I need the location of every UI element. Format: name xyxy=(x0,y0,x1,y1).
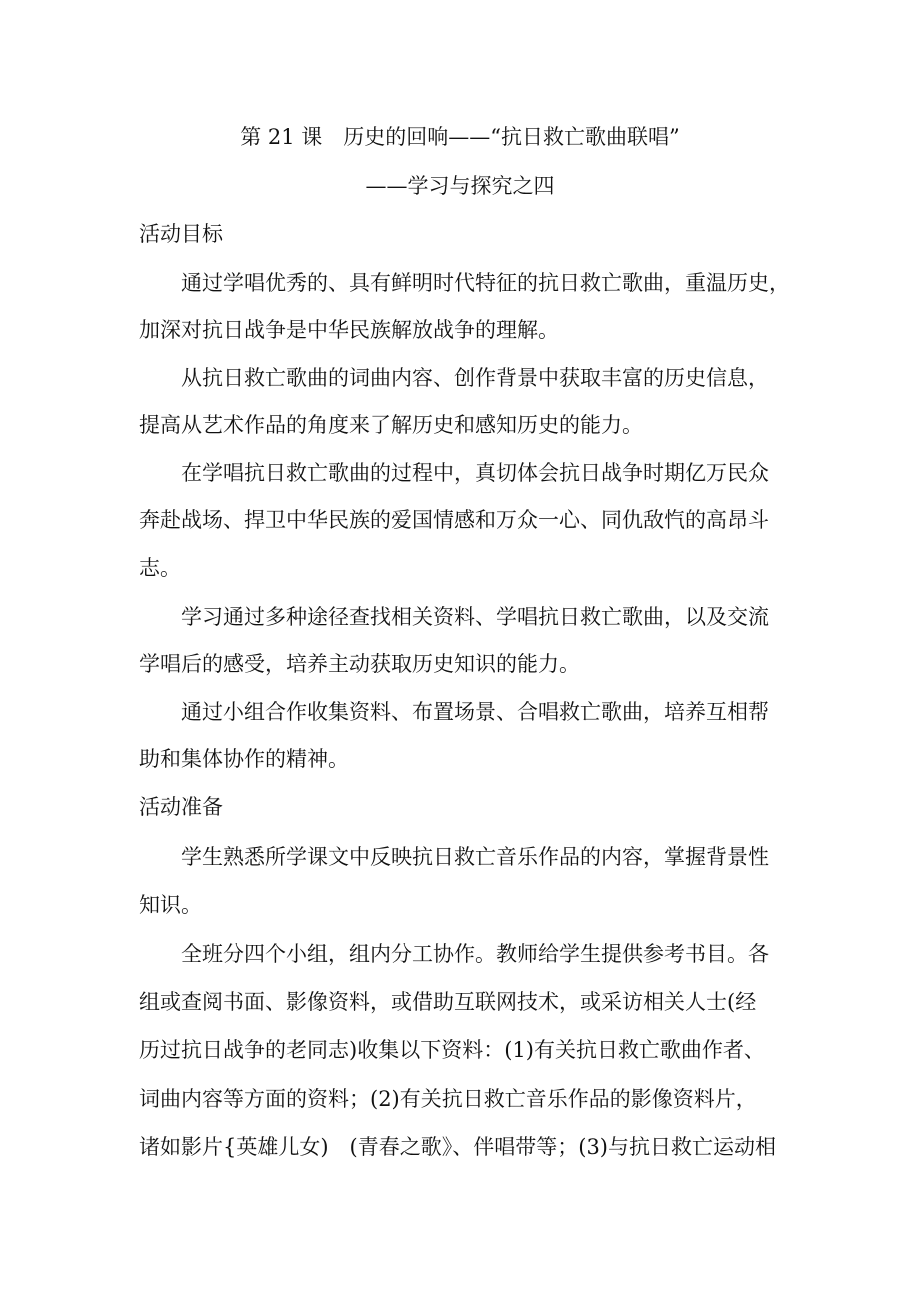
paragraph-line: 助和集体协作的精神。 xyxy=(139,747,349,771)
paragraph-line: 历过抗日战争的老同志)收集以下资料：(1)有关抗日救亡歌曲作者、 xyxy=(139,1038,765,1062)
page-subtitle: ——学习与探究之四 xyxy=(365,174,555,198)
paragraph-line: 奔赴战场、捍卫中华民族的爱国情感和万众一心、同仇敌忾的高昂斗 xyxy=(139,508,769,532)
paragraph-line: 在学唱抗日救亡歌曲的过程中，真切体会抗日战争时期亿万民众 xyxy=(181,461,769,485)
section-heading-goals: 活动目标 xyxy=(139,222,223,246)
paragraph-line: 学生熟悉所学课文中反映抗日救亡音乐作品的内容，掌握背景性 xyxy=(181,845,769,869)
paragraph-line: 组或查阅书面、影像资料，或借助互联网技术，或采访相关人士(经 xyxy=(139,990,757,1014)
paragraph-line: 通过学唱优秀的、具有鲜明时代特征的抗日救亡歌曲，重温历史， xyxy=(181,271,790,295)
paragraph-line: 知识。 xyxy=(139,893,202,917)
section-heading-preparation: 活动准备 xyxy=(139,795,223,819)
paragraph-line: 志。 xyxy=(139,556,181,580)
paragraph-line: 学唱后的感受，培养主动获取历史知识的能力。 xyxy=(139,652,580,676)
paragraph-line: 诸如影片{英雄儿女) (青春之歌》、伴唱带等；(3)与抗日救亡运动相 xyxy=(139,1135,776,1159)
paragraph-line: 通过小组合作收集资料、布置场景、合唱救亡歌曲，培养互相帮 xyxy=(181,700,769,724)
paragraph-line: 学习通过多种途径查找相关资料、学唱抗日救亡歌曲，以及交流 xyxy=(181,605,769,629)
paragraph-line: 加深对抗日战争是中华民族解放战争的理解。 xyxy=(139,318,559,342)
paragraph-line: 全班分四个小组，组内分工协作。教师给学生提供参考书目。各 xyxy=(181,942,769,966)
page-title: 第 21 课 历史的回响——“抗日救亡歌曲联唱” xyxy=(240,125,680,149)
paragraph-line: 词曲内容等方面的资料；(2)有关抗日救亡音乐作品的影像资料片， xyxy=(139,1087,757,1111)
paragraph-line: 提高从艺术作品的角度来了解历史和感知历史的能力。 xyxy=(139,413,643,437)
paragraph-line: 从抗日救亡歌曲的词曲内容、创作背景中获取丰富的历史信息， xyxy=(181,366,769,390)
